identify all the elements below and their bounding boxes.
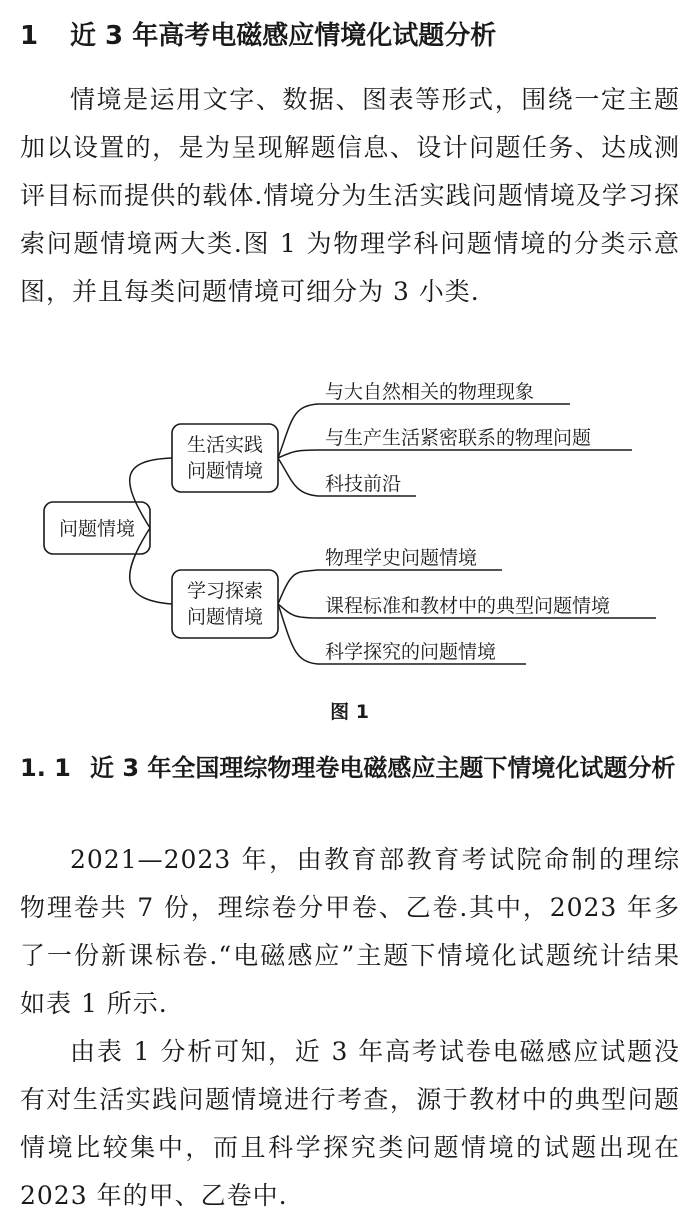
paragraph-3: 由表 1 分析可知，近 3 年高考试卷电磁感应试题没有对生活实践问题情境进行考查，源于教材中的典型问题情境比较集中，而且科学探究类问题情境的试题出现在 2023 年的甲、乙卷中.	[20, 1037, 680, 1210]
problem-situation-diagram	[0, 360, 699, 690]
paragraph-2: 2021—2023 年，由教育部教育考试院命制的理综物理卷共 7 份，理综卷分甲卷、乙卷.其中，2023 年多了一份新课标卷.“电磁感应”主题下情境化试题统计结果如表 1 所示.	[20, 845, 680, 1018]
branch-learning-exploration-label-2: 问题情境	[186, 606, 264, 628]
life-item-tech-frontier: 科技前沿	[325, 473, 402, 495]
branch-learning-exploration-label-1: 学习探索	[186, 580, 264, 602]
section-heading	[20, 14, 496, 58]
figure-caption: 图 1	[330, 701, 369, 723]
connector-life-item-2	[278, 450, 632, 458]
connector-root-branch-2	[130, 528, 172, 604]
root-node-label: 问题情境	[58, 518, 136, 540]
section-title: 近 3 年高考电磁感应情境化试题分析	[70, 21, 497, 51]
branch-life-practice-label-1: 生活实践	[186, 434, 264, 456]
subsection-number: 1. 1	[20, 754, 71, 782]
learning-item-physics-history: 物理学史问题情境	[325, 547, 478, 569]
branch-life-practice-label-2: 问题情境	[186, 460, 264, 482]
life-item-production-life: 与生产生活紧密联系的物理问题	[325, 427, 592, 449]
subsection-title: 近 3 年全国理综物理卷电磁感应主题下情境化试题分析	[90, 754, 676, 782]
connector-root-branch-1	[130, 458, 172, 528]
learning-item-curriculum-textbook: 课程标准和教材中的典型问题情境	[325, 595, 611, 617]
learning-item-scientific-inquiry: 科学探究的问题情境	[325, 641, 497, 663]
intro-paragraph: 情境是运用文字、数据、图表等形式，围绕一定主题加以设置的，是为呈现解题信息、设计问题任务、达成测评目标而提供的载体.情境分为生活实践问题情境及学习探索问题情境两大类.图 1 为物理学科问题情境的分类示意图，并且每类问题情境可细分为 3 小类.	[20, 85, 680, 306]
life-item-nature-phenomena: 与大自然相关的物理现象	[325, 381, 535, 403]
section-number: 1	[20, 21, 39, 51]
subsection-heading	[20, 746, 685, 790]
